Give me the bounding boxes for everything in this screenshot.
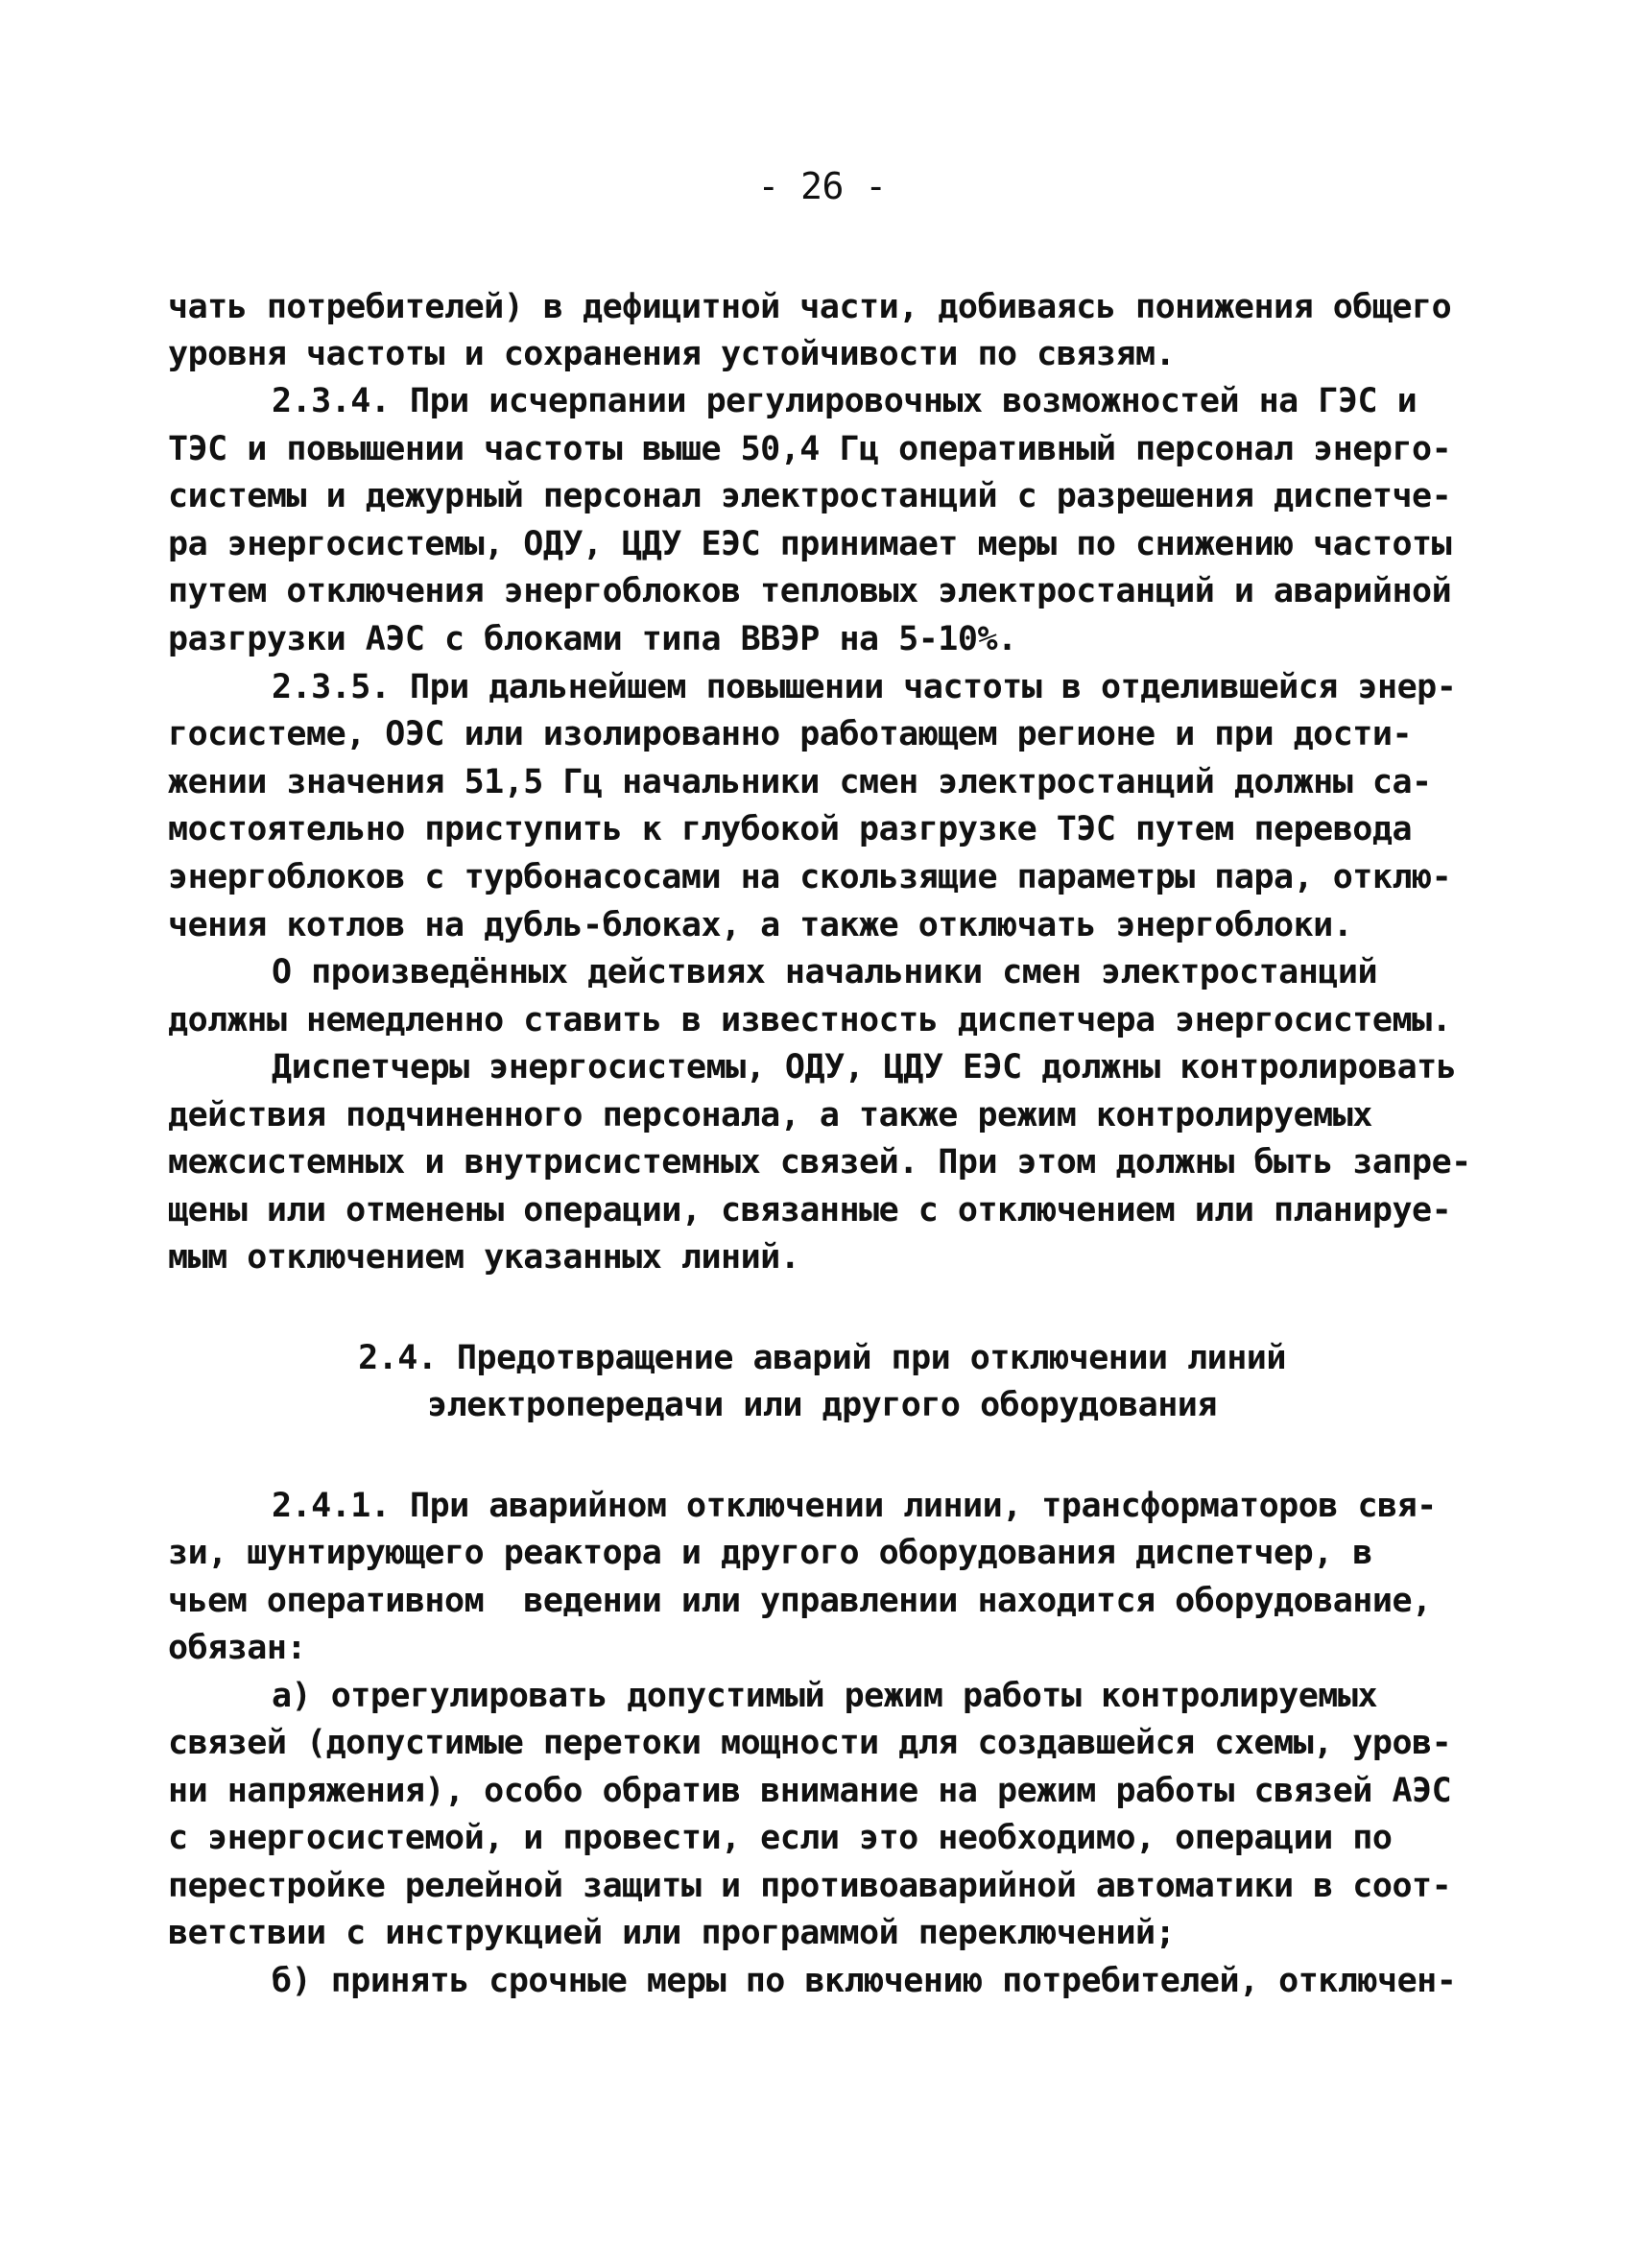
text-line: 2.3.5. При дальнейшем повышении частоты в отделившейся энер- (272, 668, 1457, 706)
section-heading: электропередачи или другого оборудования (427, 1386, 1217, 1424)
text-line: О произведённых действиях начальники смен электростанций (272, 953, 1378, 991)
text-line: действия подчиненного персонала, а также режим контролируемых (168, 1096, 1372, 1134)
text-line: чать потребителей) в дефицитной части, добиваясь понижения общего (168, 288, 1452, 326)
text-line: ра энергосистемы, ОДУ, ЦДУ ЕЭС принимает меры по снижению частоты (168, 525, 1452, 563)
text-line: перестройке релейной защиты и противоаварийной автоматики в соот- (168, 1867, 1452, 1905)
text-line: а) отрегулировать допустимый режим работы контролируемых (272, 1677, 1378, 1715)
text-line: обязан: (168, 1629, 307, 1667)
text-line: энергоблоков с турбонасосами на скользящие параметры пара, отклю- (168, 858, 1452, 896)
text-line: с энергосистемой, и провести, если это необходимо, операции по (168, 1819, 1393, 1857)
text-line: мостоятельно приступить к глубокой разгрузке ТЭС путем перевода (168, 810, 1413, 848)
text-line: б) принять срочные меры по включению потребителей, отключен- (272, 1962, 1457, 2000)
text-line: ветствии с инструкцией или программой переключений; (168, 1914, 1176, 1952)
text-line: щены или отменены операции, связанные с отключением или планируе- (168, 1191, 1452, 1229)
text-line: ни напряжения), особо обратив внимание на режим работы связей АЭС (168, 1772, 1452, 1810)
text-line: госистеме, ОЭС или изолированно работающем регионе и при дости- (168, 715, 1413, 753)
text-line: связей (допустимые перетоки мощности для создавшейся схемы, уров- (168, 1724, 1452, 1762)
text-line: зи, шунтирующего реактора и другого оборудования диспетчер, в (168, 1534, 1372, 1572)
text-line: разгрузки АЭС с блоками типа ВВЭР на 5-10%. (168, 620, 1017, 658)
text-line: 2.4.1. При аварийном отключении линии, трансформаторов свя- (272, 1487, 1437, 1525)
text-line: мым отключением указанных линий. (168, 1238, 800, 1277)
text-line: чения котлов на дубль-блоках, а также отключать энергоблоки. (168, 906, 1353, 944)
text-line: 2.3.4. При исчерпании регулировочных возможностей на ГЭС и (272, 382, 1418, 420)
text-line: чьем оперативном ведении или управлении находится оборудование, (168, 1582, 1432, 1620)
page-number: - 26 - (757, 165, 887, 207)
text-line: межсистемных и внутрисистемных связей. При этом должны быть запре- (168, 1143, 1471, 1182)
text-line: системы и дежурный персонал электростанций с разрешения диспетче- (168, 477, 1452, 515)
section-heading: 2.4. Предотвращение аварий при отключении линий (358, 1339, 1286, 1377)
text-line: Диспетчеры энергосистемы, ОДУ, ЦДУ ЕЭС должны контролировать (272, 1048, 1457, 1086)
text-line: жении значения 51,5 Гц начальники смен электростанций должны са- (168, 763, 1432, 801)
text-line: путем отключения энергоблоков тепловых электростанций и аварийной (168, 572, 1452, 610)
text-line: должны немедленно ставить в известность диспетчера энергосистемы. (168, 1001, 1452, 1039)
text-line: ТЭС и повышении частоты выше 50,4 Гц оперативный персонал энерго- (168, 430, 1452, 468)
text-line: уровня частоты и сохранения устойчивости по связям. (168, 335, 1176, 373)
